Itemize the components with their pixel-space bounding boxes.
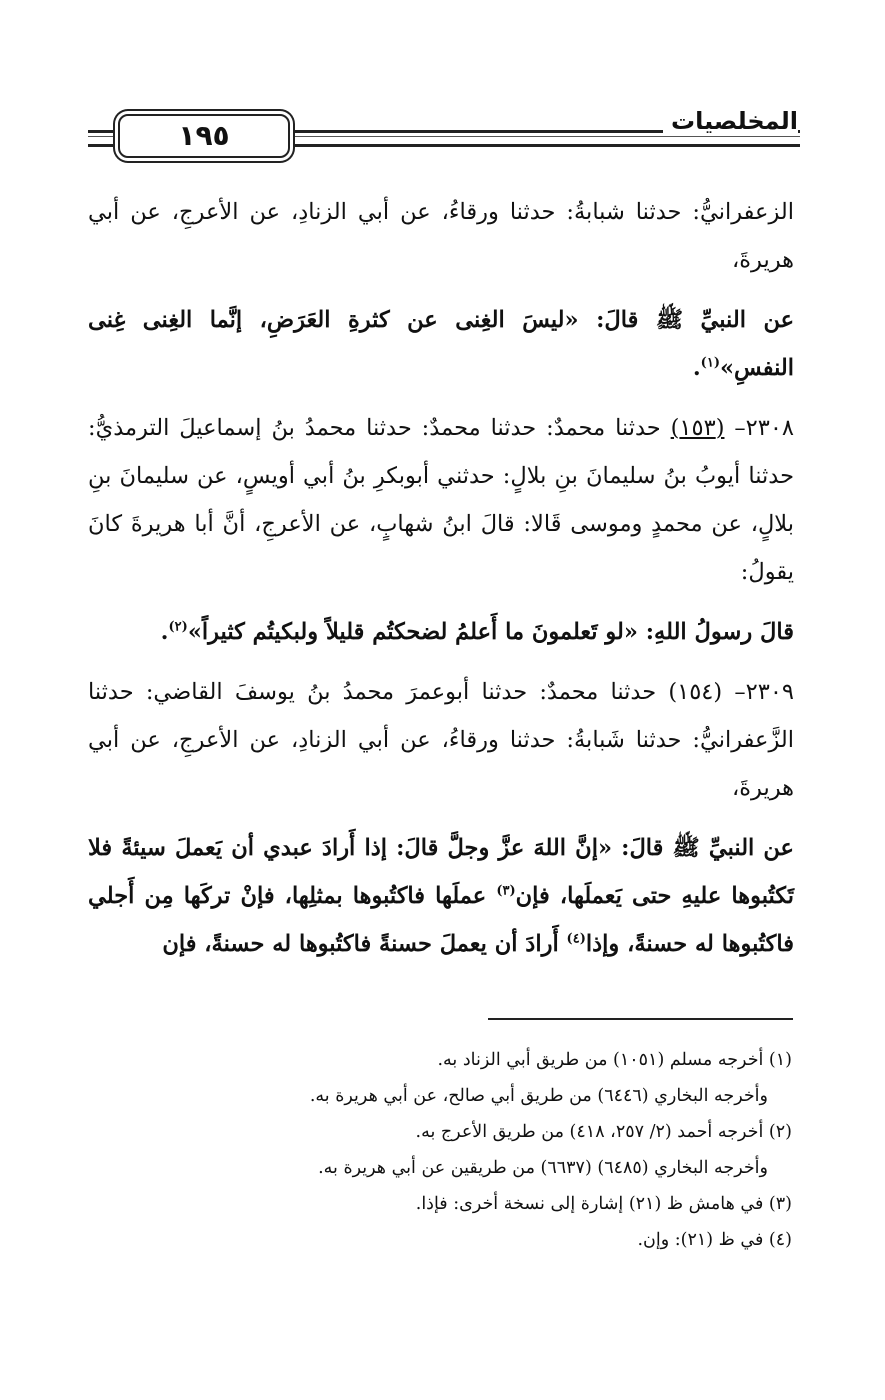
paragraph-4-hadith [88,608,794,656]
footnote-4: (٤) في ظ (٢١): وإن. [637,1230,792,1250]
hadith-text: عن النبيِّ ﷺ قالَ: «ليسَ الغِنى عن كثرةِ العَرَضِ، إنَّما الغِنى غِنى النفسِ» [88,307,794,381]
period: . [692,355,701,381]
paragraph-6-hadith [88,824,794,968]
hadith-text-c: أَرادَ أن يعملَ حسنةً فاكتُبوها له حسنةً، فإن [162,931,567,957]
footnotes [88,1042,792,1258]
footnote-divider [488,1018,793,1020]
page-number: ١٩٥ [118,114,290,158]
footnote-1-continued: وأخرجه البخاري (٦٤٤٦) من طريق أبي صالح، عن أبي هريرة به. [309,1086,768,1106]
hadith-text-b: عملَها فاكتُبوها بمثلِها، فإنْ تركَها مِن أَجلي فاكتُبوها له حسنةً، وإذا [88,883,794,957]
paragraph-5: ٢٣٠٩– (١٥٤) حدثنا محمدٌ: حدثنا أبوعمرَ محمدُ بنُ يوسفَ القاضي: حدثنا الزَّعفرانيُّ: حدثنا شَبابةُ: حدثنا ورقاءُ، عن أبي الزنادِ، عن الأعرجِ، عن أبي هريرةَ، [88,679,794,801]
hadith-text-a: عن النبيِّ ﷺ قالَ: «إنَّ اللهَ عزَّ وجلَّ قالَ: إذا أَرادَ عبدي أن يَعملَ سيئةً فلا تَكتُبوها عليهِ حتى يَعملَها، فإن [88,835,794,909]
paragraph-1: الزعفرانيُّ: حدثنا شبابةُ: حدثنا ورقاءُ، عن أبي الزنادِ، عن الأعرجِ، عن أبي هريرةَ، [88,199,794,273]
paragraph-3 [88,404,794,596]
footnote-2: (٢) أخرجه أحمد (٢/ ٢٥٧، ٤١٨) من طريق الأعرج به. [415,1122,792,1142]
footnote-ref: (٤) [566,931,586,947]
footnote-1: (١) أخرجه مسلم (١٠٥١) من طريق أبي الزناد به. [437,1050,792,1070]
book-title: المخلصيات [663,108,798,134]
page-header [88,108,800,158]
footnote-3: (٣) في هامش ظ (٢١) إشارة إلى نسخة أخرى: فإذا. [415,1194,792,1214]
hadith-text: قالَ رسولُ اللهِ: «لو تَعلمونَ ما أَعلمُ لضحكتُم قليلاً ولبكيتُم كثيراً» [187,619,794,645]
footnote-ref: (١) [700,355,720,371]
hadith-ref-number: (١٥٣) [670,415,725,441]
paragraph-2-hadith [88,296,794,392]
hadith-number: ٢٣٠٨– [724,415,794,441]
period: . [160,619,169,645]
isnad-text: حدثنا محمدٌ: حدثنا محمدٌ: حدثنا محمدُ بنُ إسماعيلَ الترمذيُّ: حدثنا أيوبُ بنُ سليمانَ بنِ بلالٍ: حدثني أبوبكرِ بنُ أبي أويسٍ، عن سليمانَ بنِ بلالٍ، عن محمدٍ وموسى قَالا: قالَ ابنُ شهابٍ، عن الأعرجِ، أنَّ أبا هريرةَ كانَ يقولُ: [88,415,794,585]
footnote-ref: (٢) [168,619,188,635]
main-text [88,188,794,980]
footnote-ref: (٣) [496,883,516,899]
footnote-2-continued: وأخرجه البخاري (٦٤٨٥) (٦٦٣٧) من طريقين عن أبي هريرة به. [318,1158,768,1178]
